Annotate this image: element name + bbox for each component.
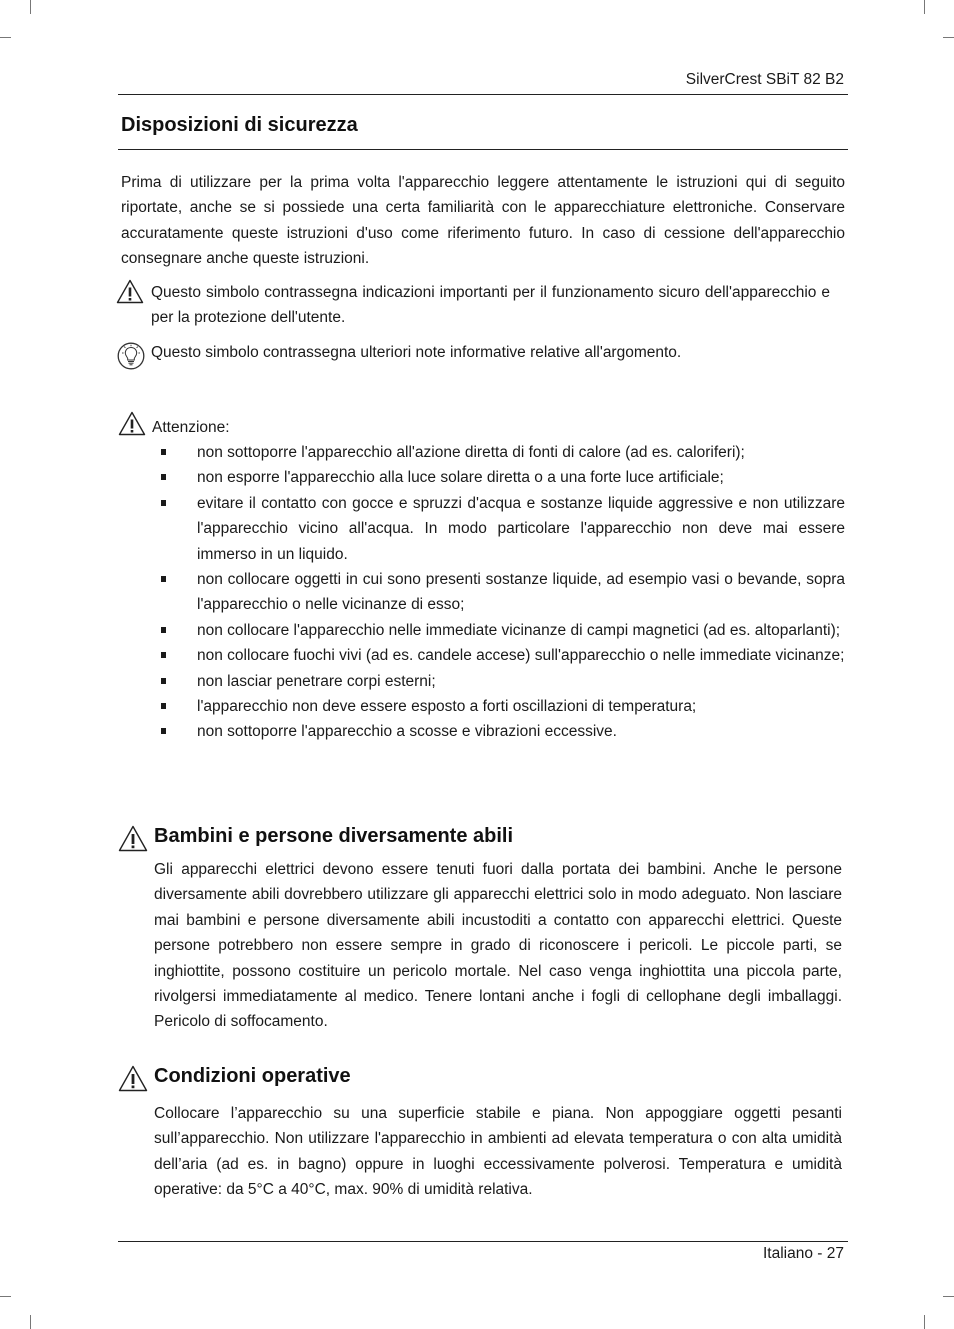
header-rule (118, 94, 848, 95)
list-item (159, 643, 845, 668)
list-item-text: non esporre l'apparecchio alla luce solare diretta o a una forte luce artificiale; (197, 469, 724, 487)
attention-label: Attenzione: (152, 419, 230, 436)
attention-list (159, 440, 845, 745)
crop-mark (0, 37, 11, 38)
bullet-square (161, 652, 166, 658)
list-item-text: non sottoporre l'apparecchio all'azione diretta di fonti di calore (ad es. caloriferi); (197, 444, 745, 461)
bullet-square (161, 728, 166, 734)
crop-mark (30, 1315, 31, 1329)
page-number: Italiano - 27 (763, 1245, 844, 1262)
info-symbol-note: Questo simbolo contrassegna ulteriori note informative relative all'argomento. (151, 344, 682, 361)
section-title-operating: Condizioni operative (154, 1065, 351, 1087)
list-item-text: evitare il contatto con gocce e spruzzi d'acqua e sostanze liquide aggressive e non utilizzare l'apparecchio vicino all'acqua. In modo particolare l'apparecchio non deve mai essere immerso in un liquido. (197, 494, 845, 563)
crop-mark (924, 0, 925, 14)
list-item-text: non collocare oggetti in cui sono presenti sostanze liquide, ad esempio vasi o bevande, sopra l'apparecchio o nelle vicinanze di esso; (197, 571, 845, 614)
crop-mark (0, 1296, 11, 1297)
list-item (159, 567, 845, 618)
list-item-text: non collocare fuochi vivi (ad es. candele accese) sull'apparecchio o nelle immediate vicinanze; (197, 647, 845, 665)
operating-paragraph: Collocare l’apparecchio su una superficie stabile e piana. Non appoggiare oggetti pesanti sull’apparecchio. Non utilizzare l'apparecchio in ambienti ad elevata temperatura o con alta umidità dell’aria (ad es. in bagno) oppure in luoghi eccessivamente polverosi. Temperatura e umidità operative: da 5°C a 40°C, max. 90% di umidità relativa. (154, 1105, 842, 1199)
crop-mark (943, 1296, 954, 1297)
lightbulb-icon (117, 342, 145, 370)
warning-symbol-note: Questo simbolo contrassegna indicazioni importanti per il funzionamento sicuro dell'apparecchio e per la protezione dell'utente. (151, 284, 830, 327)
list-item-text: non sottoporre l'apparecchio a scosse e vibrazioni eccessive. (197, 723, 617, 741)
section-title-safety: Disposizioni di sicurezza (121, 114, 358, 136)
bullet-square (161, 576, 166, 582)
list-item (159, 618, 845, 643)
bullet-square (161, 678, 166, 684)
bullet-square (161, 500, 166, 506)
list-item-text: non lasciar penetrare corpi esterni; (197, 672, 436, 690)
warning-triangle-icon (118, 825, 148, 852)
warning-triangle-icon (118, 411, 146, 436)
crop-mark (943, 37, 954, 38)
crop-mark (30, 0, 31, 14)
list-item-text: non collocare l'apparecchio nelle immediate vicinanze di campi magnetici (ad es. altoparlanti); (197, 621, 841, 639)
safety-intro-paragraph: Prima di utilizzare per la prima volta l'apparecchio leggere attentamente le istruzioni qui di seguito riportate, anche se si possiede una certa familiarità con le apparecchiature elettroniche. Conservare accuratamente queste istruzioni d'uso come riferimento futuro. In caso di cessione dell'apparecchio consegnare anche queste istruzioni. (121, 174, 845, 268)
list-item (159, 694, 845, 719)
warning-triangle-icon (118, 1065, 148, 1092)
children-paragraph: Gli apparecchi elettrici devono essere tenuti fuori dalla portata dei bambini. Anche le persone diversamente abili dovrebbero utilizzare gli apparecchi elettrici solo in modo adeguato. Non lasciare mai bambini e persone diversamente abili incustoditi a contatto con apparecchi elettrici. Queste persone potrebbero non essere sempre in grado di riconoscere i pericoli. Le piccole parti, se inghiottite, possono costituire un pericolo mortale. Nel caso venga inghiottita una piccola parte, rivolgersi immediatamente al medico. Tenere lontani anche i fogli di cellophane degli imballaggi. Pericolo di soffocamento. (154, 861, 842, 1031)
list-item (159, 465, 845, 490)
list-item (159, 491, 845, 567)
bullet-square (161, 627, 166, 633)
running-header: SilverCrest SBiT 82 B2 (685, 71, 844, 88)
list-item (159, 719, 845, 744)
bullet-square (161, 449, 166, 455)
bullet-square (161, 703, 166, 709)
list-item (159, 669, 845, 694)
footer-rule (118, 1241, 848, 1242)
warning-triangle-icon (116, 279, 144, 304)
title-rule (118, 149, 848, 150)
section-title-children: Bambini e persone diversamente abili (154, 825, 514, 847)
list-item-text: l'apparecchio non deve essere esposto a forti oscillazioni di temperatura; (197, 698, 697, 716)
list-item (159, 440, 845, 465)
bullet-square (161, 474, 166, 480)
crop-mark (924, 1315, 925, 1329)
